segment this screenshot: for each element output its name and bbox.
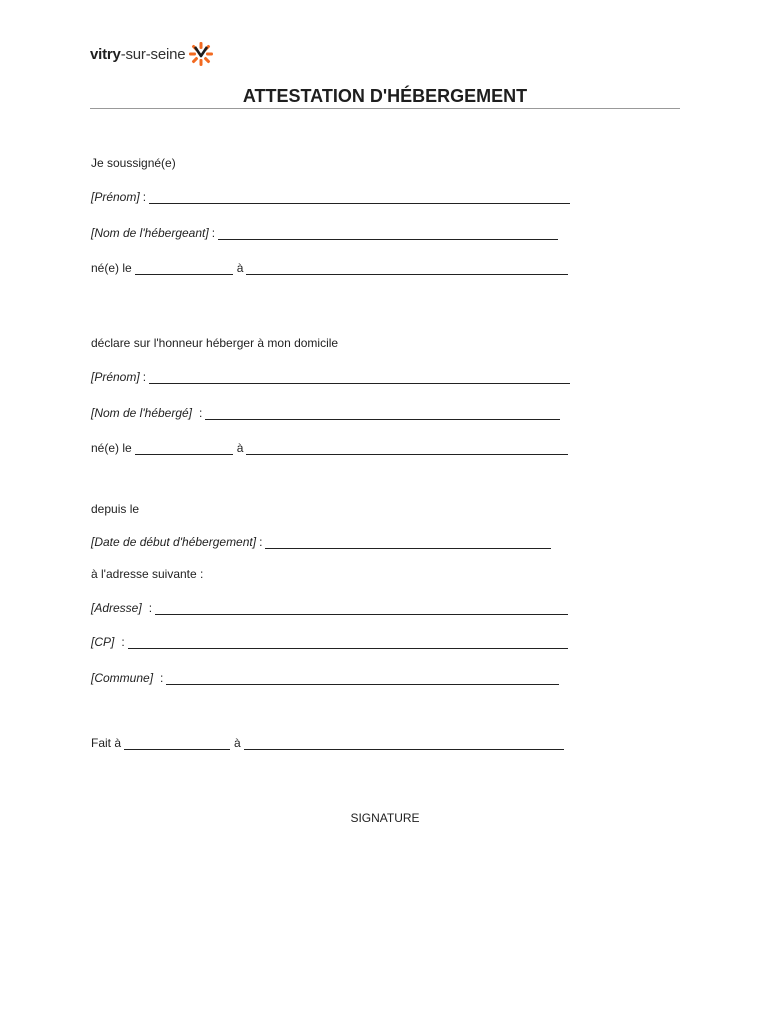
page-title: ATTESTATION D'HÉBERGEMENT [242,86,528,106]
logo-text-bold: vitry [90,45,121,63]
start-date-row [91,535,551,549]
guest-at-label: à [236,441,244,455]
address-label: [Adresse] [91,601,142,615]
vitry-logo-icon [189,42,213,66]
guest-first-name-field[interactable] [149,373,570,384]
colon: : [211,226,216,240]
done-at-label: Fait à [91,736,122,750]
title-divider [90,108,680,109]
colon: : [259,535,263,549]
postcode-row [91,635,568,649]
host-last-name-label: [Nom de l'hébergeant] [91,226,209,240]
guest-last-name-label: [Nom de l'hébergé] [91,406,193,420]
colon: : [121,635,125,649]
town-row [91,671,559,685]
vitry-logo [90,41,213,67]
postcode-label: [CP] [91,635,115,649]
guest-birth-place-field[interactable] [246,444,568,455]
postcode-field[interactable] [128,638,568,649]
guest-first-name-row [91,370,570,384]
colon: : [148,601,153,615]
done-at-row [91,736,564,750]
start-date-field[interactable] [265,538,551,549]
logo-text [90,46,185,63]
colon: : [160,671,164,685]
colon: : [142,190,147,204]
signature-label: SIGNATURE [350,811,420,825]
guest-first-name-label: [Prénom] [91,370,140,384]
town-label: [Commune] [91,671,154,685]
guest-last-name-field[interactable] [205,409,560,420]
done-date-field[interactable] [244,739,564,750]
host-first-name-field[interactable] [149,193,570,204]
start-date-label: [Date de début d'hébergement] [91,535,257,549]
host-birth-date-field[interactable] [135,264,233,275]
guest-last-name-row [91,406,560,420]
host-first-name-label: [Prénom] [91,190,140,204]
logo-text-light: -sur-seine [120,45,186,63]
done-place-field[interactable] [124,739,230,750]
done-on-label: à [234,736,241,750]
host-birth-row [91,261,568,275]
address-intro: à l'adresse suivante : [91,567,204,581]
host-intro: Je soussigné(e) [91,156,176,170]
host-birth-place-field[interactable] [246,264,568,275]
guest-intro: déclare sur l'honneur héberger à mon domicile [91,336,339,350]
since-label: depuis le [91,502,140,516]
host-first-name-row [91,190,570,204]
guest-born-label: né(e) le [91,441,132,455]
host-at-label: à [236,261,244,275]
colon: : [199,406,203,420]
address-row [91,601,568,615]
host-last-name-field[interactable] [218,229,558,240]
address-field[interactable] [155,604,568,615]
guest-birth-row [91,441,568,455]
guest-birth-date-field[interactable] [135,444,233,455]
colon: : [142,370,147,384]
host-last-name-row [91,226,558,240]
town-field[interactable] [166,674,559,685]
host-born-label: né(e) le [91,261,132,275]
